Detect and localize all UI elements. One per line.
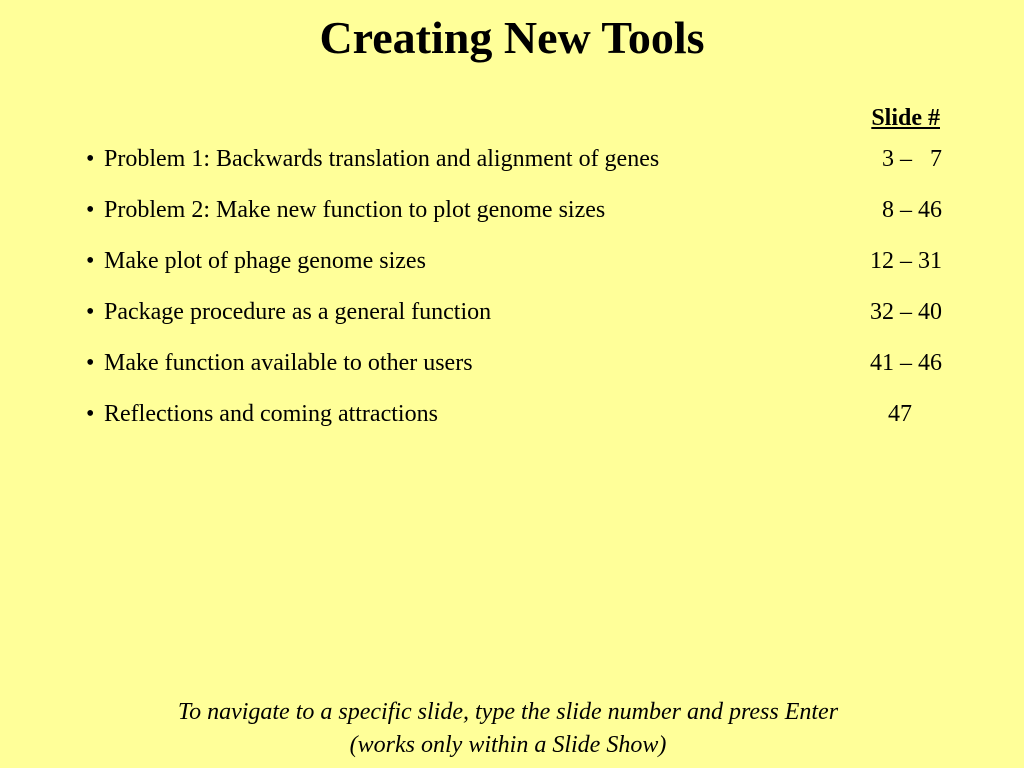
agenda-item[interactable] (86, 194, 942, 245)
agenda-item-text: Package procedure as a general function (104, 299, 492, 325)
bullet-icon: • (86, 248, 95, 274)
agenda-item[interactable] (86, 296, 942, 347)
agenda-item-text: Make function available to other users (104, 350, 473, 376)
bullet-icon: • (86, 197, 95, 223)
agenda-item-slide-range: 47 (888, 401, 912, 427)
agenda-item-slide-range: 32 – 40 (870, 299, 942, 325)
agenda-item-text: Problem 1: Backwards translation and alignment of genes (104, 146, 660, 172)
agenda-item-slide-range: 8 – 46 (882, 197, 942, 223)
agenda-item-slide-range: 3 – 7 (882, 146, 942, 172)
slide-number-column-header: Slide # (871, 105, 940, 131)
agenda-item-slide-range: 41 – 46 (870, 350, 942, 376)
agenda-item-text: Reflections and coming attractions (104, 401, 438, 427)
navigation-hint-line-2: (works only within a Slide Show) (349, 732, 667, 758)
agenda-item[interactable] (86, 143, 942, 194)
agenda-item[interactable] (86, 245, 942, 296)
navigation-hint (0, 696, 1016, 762)
agenda-item[interactable] (86, 398, 942, 449)
agenda-item[interactable] (86, 347, 942, 398)
navigation-hint-line-1: To navigate to a specific slide, type the slide number and press Enter (177, 699, 839, 725)
bullet-icon: • (86, 146, 95, 172)
agenda-item-text: Problem 2: Make new function to plot genome sizes (104, 197, 606, 223)
slide-title: Creating New Tools (319, 12, 705, 63)
agenda-list (86, 143, 942, 449)
agenda-item-text: Make plot of phage genome sizes (104, 248, 426, 274)
bullet-icon: • (86, 299, 95, 325)
bullet-icon: • (86, 350, 95, 376)
bullet-icon: • (86, 401, 95, 427)
agenda-item-slide-range: 12 – 31 (870, 248, 942, 274)
